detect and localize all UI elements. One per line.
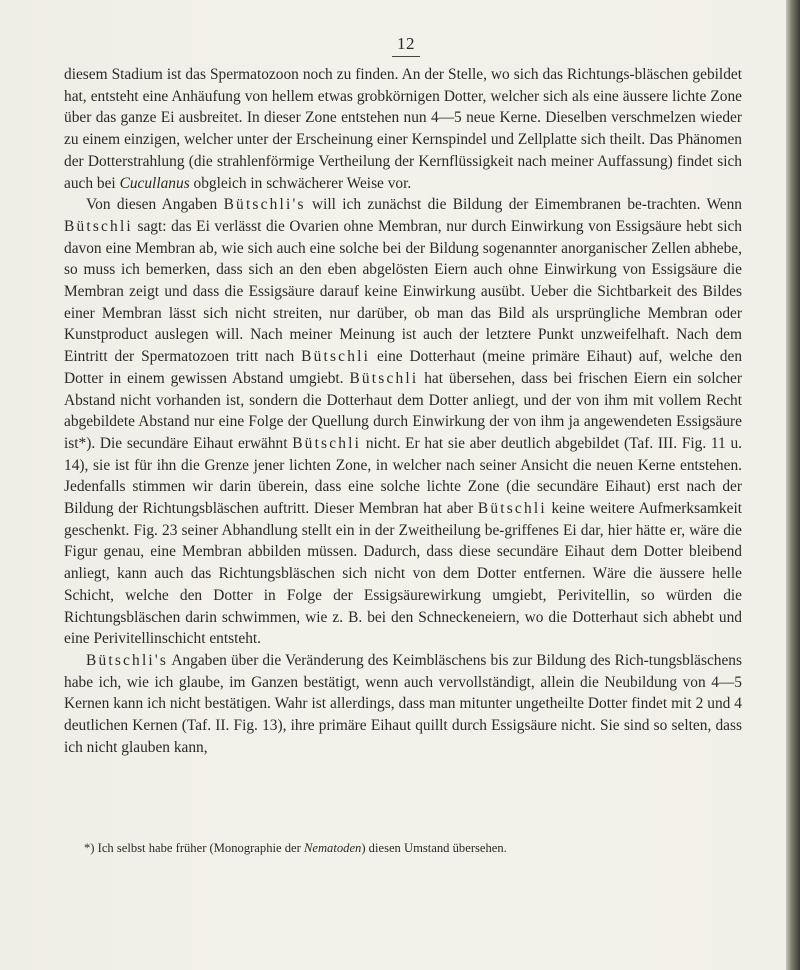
paragraph-2-text-a: will ich zunächst die Bildung der Eimembranen be-trachten. Wenn [305,196,742,214]
footnote-text-b: ) diesen Umstand übersehen. [361,841,507,855]
paragraph-3-text: Angaben über die Veränderung des Keimbläschens bis zur Bildung des Rich-tungsbläschens habe ich, wie ich glaube, im Ganzen bestätigt, wenn auch vervollständigt, allein die Neubildung von 4—5 Kernen kann ich nicht bestätigen. Wahr ist allerdings, dass man mitunter ungetheilte Dotter findet mit 2 und 4 deutlichen Kernen (Taf. II. Fig. 13), ihre primäre Eihaut quillt durch Essigsäure nicht. Sie sind so selten, dass ich nicht glauben kann, [64,651,742,756]
author-name: Bütschli [292,434,362,452]
paragraph-1-text-b: obgleich in schwächerer Weise vor. [189,174,412,192]
author-name: Bütschli [477,500,547,518]
footnote-italic-title: Nematoden [303,841,362,855]
paragraph-2-text-b: sagt: das Ei verlässt die Ovarien ohne Membran, nur durch Einwirkung von Essigsäure hebt sich davon eine Membran ab, wie sich auch eine solche bei der Bildung sogenannter anorganischer Zellen abhebe, so muss ich bemerken, dass sich an den eben abgelösten Eiern auch ohne Einwirkung von Essigsäure die Membran zeigt und dass die Essigsäure darauf keine Einwirkung ausübt. Ueber die Sichtbarkeit des Bildes einer Membran lässt sich nicht streiten, nur darüber, ob man das Bild als ursprüngliche Membran oder Kunstproduct auslegen will. Nach meiner Meinung ist auch der letztere Punkt unzweifelhaft. Nach dem Eintritt der Spermatozoen tritt nach [64,217,742,366]
paragraph-3 [64,650,742,759]
author-name: Bütschli [64,217,133,235]
page-number: 12 [392,34,420,57]
author-name: Bütschli [301,348,371,366]
paragraph-1 [64,64,742,194]
paragraph-1-text-a: diesem Stadium ist das Spermatozoon noch zu finden. An der Stelle, wo sich das Richtungs-bläschen gebildet hat, entsteht eine Anhäufung von hellem etwas grobkörnigen Dotter, welcher sich als eine äussere lichte Zone über das ganze Ei ausbreitet. In dieser Zone entstehen nun 4—5 neue Kerne. Dieselben verschmelzen wieder zu einem einzigen, welcher unter der Erscheinung einer Kernspindel und Zellplatte sich theilt. Das Phänomen der Dotterstrahlung (die strahlenförmige Vertheilung der Kernflüssigkeit nach meiner Auffassung) findet sich auch bei [64,66,742,192]
body-text [64,64,742,759]
page-edge-shadow [786,0,800,970]
footnote-text-a: *) Ich selbst habe früher (Monographie der [84,841,304,855]
author-name: Bütschli's [223,196,306,214]
footnote [84,840,744,856]
paragraph-2-text-f: keine weitere Aufmerksamkeit geschenkt. Fig. 23 seiner Abhandlung stellt ein in der Zweitheilung be-griffenes Ei dar, hier hätte er, wäre die Figur genau, eine Membran abbilden müssen. Dadurch, dass diese secundäre Eihaut dem Dotter bleibend anliegt, kann auch das Richtungsbläschen sich nicht von dem Dotter entfernen. Wäre die äussere helle Schicht, welche den Dotter in Folge der Essigsäurewirkung umgiebt, Perivitellin, so würden die Richtungsbläschen darin schwimmen, wie z. B. bei den Schneckeneiern, wo die Dotterhaut sich abhebt und eine Perivitellinschicht entsteht. [64,500,742,648]
paragraph-2 [64,194,742,650]
paragraph-2-text-d: hat übersehen, dass bei frischen Eiern ein solcher Abstand nicht vorhanden ist, sondern die Dotterhaut dem Dotter anliegt, und der von ihm mit vollem Recht abgebildete Abstand nur eine Folge der Quellung durch Einwirkung der von ihm ja angewendeten Essigsäure ist*). Die secundäre Eihaut erwähnt [64,369,742,452]
paragraph-2-text-e: nicht. Er hat sie aber deutlich abgebildet (Taf. III. Fig. 11 u. 14), sie ist für ihn die Grenze jener lichten Zone, in welcher nach seiner Ansicht die neuen Kerne entstehen. Jedenfalls stimmen wir darin überein, dass eine solche lichte Zone (die secundäre Eihaut) erst nach der Bildung der Richtungsbläschen auftritt. Dieser Membran hat aber [64,434,742,518]
author-name: Bütschli [349,369,419,387]
paragraph-2-text-pre: Von diesen Angaben [86,196,224,214]
author-name: Bütschli's [86,651,169,669]
species-name-cucullanus: Cucullanus [119,174,190,192]
paragraph-2-text-c: eine Dotterhaut (meine primäre Eihaut) auf, welche den Dotter in einem gewissen Abstand umgiebt. [64,348,743,387]
